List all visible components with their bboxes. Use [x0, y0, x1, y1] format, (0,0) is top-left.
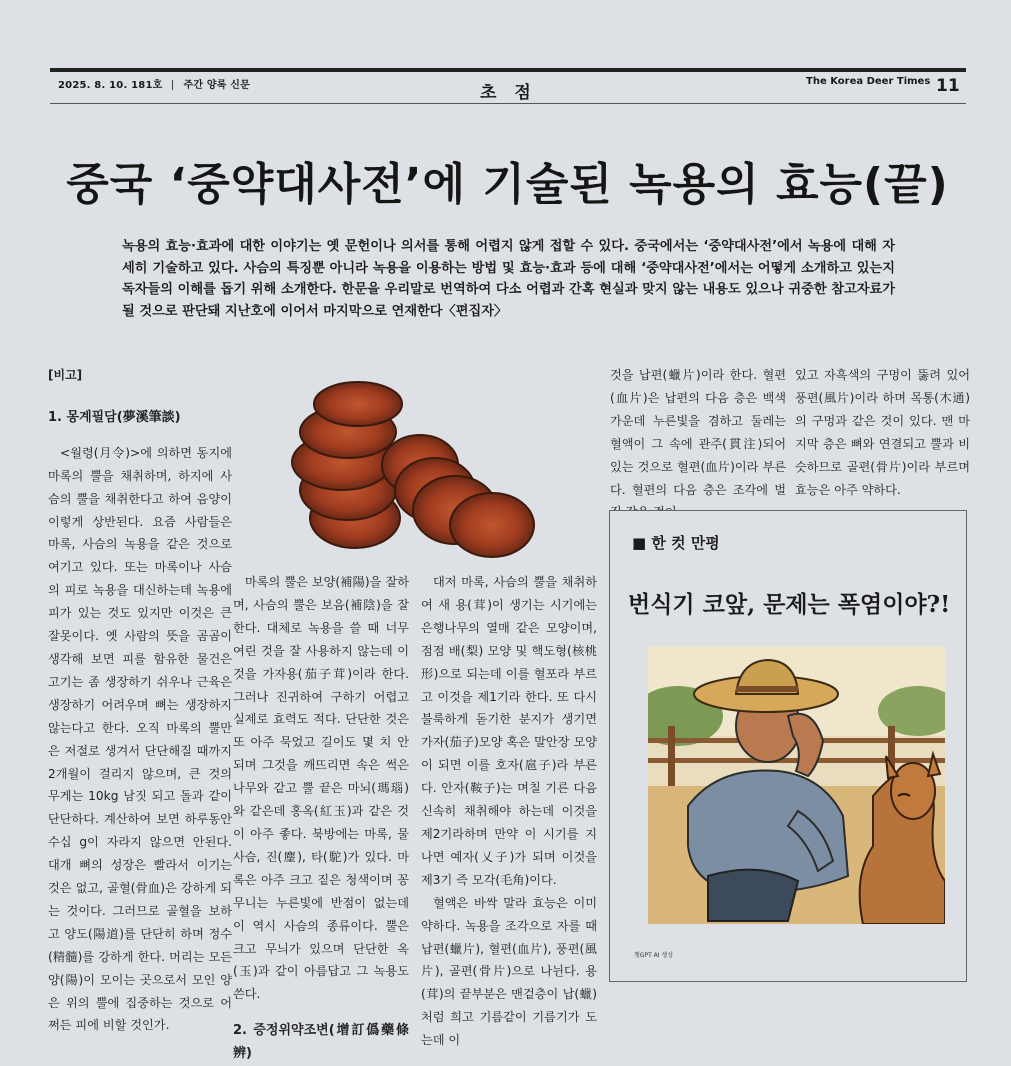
top-rule — [50, 68, 966, 72]
cartoon-title: 번식기 코앞, 문제는 폭염이야?! — [628, 591, 951, 618]
header-rule — [50, 103, 966, 104]
section-title: 초 점 — [480, 83, 537, 103]
subhead-1: 1. 몽계필담(夢溪筆談) — [48, 409, 181, 425]
column-1 — [48, 364, 232, 1033]
cartoon-illustration — [648, 646, 945, 924]
col4-paragraph: 것을 납편(蠟片)이라 한다. 혈편(血片)은 납편의 다음 층은 백색 가운데 누른빛을 겸하고 둘레는 혈액이 그 속에 관주(貫注)되어 있는 것으로 혈편(血片)이라 부른다. 혈편의 다음 층은 조각에 벌 — [610, 368, 786, 497]
header-divider — [172, 80, 173, 90]
paper-name: 주간 양록 신문 — [183, 80, 251, 91]
column-2 — [233, 571, 409, 1062]
col5-paragraph: 있고 자흑색의 구멍이 뚫려 있어 풍편(風片)이라 하며 목통(木通)의 구멍과 같은 것이 있다. 맨 마지막 층은 뼈와 연결되고 뿔과 비슷하므로 골편(骨片)이라 부르며 효능은 아주 약하다. — [795, 368, 970, 497]
page-number: 11 — [936, 76, 960, 96]
issue-info — [58, 76, 260, 91]
col2-paragraph: 마록의 뿔은 보양(補陽)을 잘하며, 사슴의 뿔은 보음(補陰)을 잘한다. 대체로 녹용을 쓸 때 너무 여린 것을 잘 사용하지 않는데 이것을 가자용(茄子茸)이라 한다. 그러나 진귀하여 구하기 어렵고 실제로 효력도 적다. 단단한 것은 또 아주 묵었고 길이도 몇 치 안되며 그것을 깨뜨리면 속은 썩은 나무와 같고 뿔 끝은 마뇌(瑪瑙)와 같은데 홍옥(紅玉)과 같은 것이 아주 좋다. 북방에는 마록, 물사슴, 진(麈), 타(駝)가 있다. 마록은 아주 크고 짙은 청색이며 꽁무니는 누른빛에 반점이 없는데 이 역시 사슴의 종류이다. 뿔은 크고 무늬가 있으며 단단한 옥(玉)과 같이 아름답고 그 녹용도 쓴다. — [233, 575, 409, 1002]
headline: 중국 ‘중약대사전’에 기술된 녹용의 효능(끝) — [66, 159, 949, 210]
note-label: [비고] — [48, 368, 83, 382]
col3-paragraph-1: 대저 마록, 사슴의 뿔을 채취하여 새 용(茸)이 생기는 시기에는 은행나무의 열매 같은 모양이며, 점점 배(梨) 모양 및 핵도형(核桃形)으로 되는데 이를 혈포라 부르고 이것을 제1기라 한다. 또 다시 불룩하게 돋기한 분지가 생기면 가자(茄子)모양 혹은 말안장 모양이 되면 이를 호자(扈子)라 부른다. 안자(鞍子)는 며칠 기른 다음 신속히 채취해야 하는데 이것을 제2기라하며 만약 이 시기를 지나면 예자(乂子)가 되며 이것을 제3기 즉 모각(毛角)이다. — [421, 575, 597, 887]
antler-slices-photo — [270, 370, 540, 560]
paper-name-en: The Korea Deer Times — [806, 76, 931, 87]
col1-paragraph: <월령(月令)>에 의하면 동지에 마록의 뿔을 채취하며, 하지에 사슴의 뿔을 채취한다고 하여 음양이 이렇게 상반된다. 요즘 사람들은 마록, 사슴의 녹용을 같은 것으로 여기고 있다. 또는 마록이나 사슴의 피로 녹용을 대신하는데 녹용에 피가 있는 것도 있지만 이것은 큰 잘못이다. 옛 사람의 뜻을 곰곰이 생각해 보면 피를 함유한 물건은 고기는 좀 생장하기 쉬우나 근육은 생장하기 어려우며 뼈는 생장하지 않는다고 한다. 오직 마록의 뿔만은 저절로 생겨서 단단해질 때까지 2개월이 걸리지 않으며, 큰 것의 무게는 10kg 남짓 되고 돌과 같이 단단하다. 계산하여 보면 하루동안 수십 g이 자라지 않으면 안된다. 대개 뼈의 성장은 빨라서 이기는 것은 없고, 골혈(骨血)은 강하게 되는 것이다. 그러므로 골혈을 보하고 양도(陽道)를 단단히 하며 정수(精髓)를 강하게 한다. 머리는 모든 양(陽)이 모이는 곳으로서 모인 양은 위의 뿔에 집중하는 것으로 어쩌든 피에 비할 것인가. — [48, 445, 232, 1033]
col3-paragraph-2: 혈액은 바싹 말라 효능은 이미 약하다. 녹용을 조각으로 자를 때 납편(蠟片), 혈편(血片), 풍편(風片), 골편(骨片)으로 나뉜다. 용(茸)의 끝부분은 맨겉층이 납(蠟)처럼 희고 기름같이 기름기가 도는데 이 — [421, 895, 597, 1048]
image-credit: 챗GPT AI 생성 — [634, 952, 674, 959]
column-4 — [610, 364, 786, 497]
column-3 — [421, 571, 597, 1048]
column-5 — [795, 364, 970, 497]
cartoon-label: ■ 한 컷 만평 — [632, 534, 720, 552]
lead-paragraph: 녹용의 효능·효과에 대한 이야기는 옛 문헌이나 의서를 통해 어렵지 않게 접할 수 있다. 중국에서는 ‘중약대사전’에서 녹용에 대해 자세히 기술하고 있다. 사슴의 특징뿐 아니라 녹용을 이용하는 방법 및 효능·효과 등에 대해 ‘중약대사전’에서는 어떻게 소개하고 있는지 독자들의 이해를 돕기 위해 소개한다. 한문을 우리말로 번역하여 다소 어렵과 간혹 현실과 맞지 않는 내용도 있으나 귀중한 참고자료가 될 것으로 판단돼 지난호에 이어서 마지막으로 연재한다〈편집자〉 — [122, 239, 895, 319]
subhead-2: 2. 증정위약조변(增訂僞藥條辨) — [233, 1023, 409, 1062]
issue-date: 2025. 8. 10. 181호 — [58, 80, 163, 91]
